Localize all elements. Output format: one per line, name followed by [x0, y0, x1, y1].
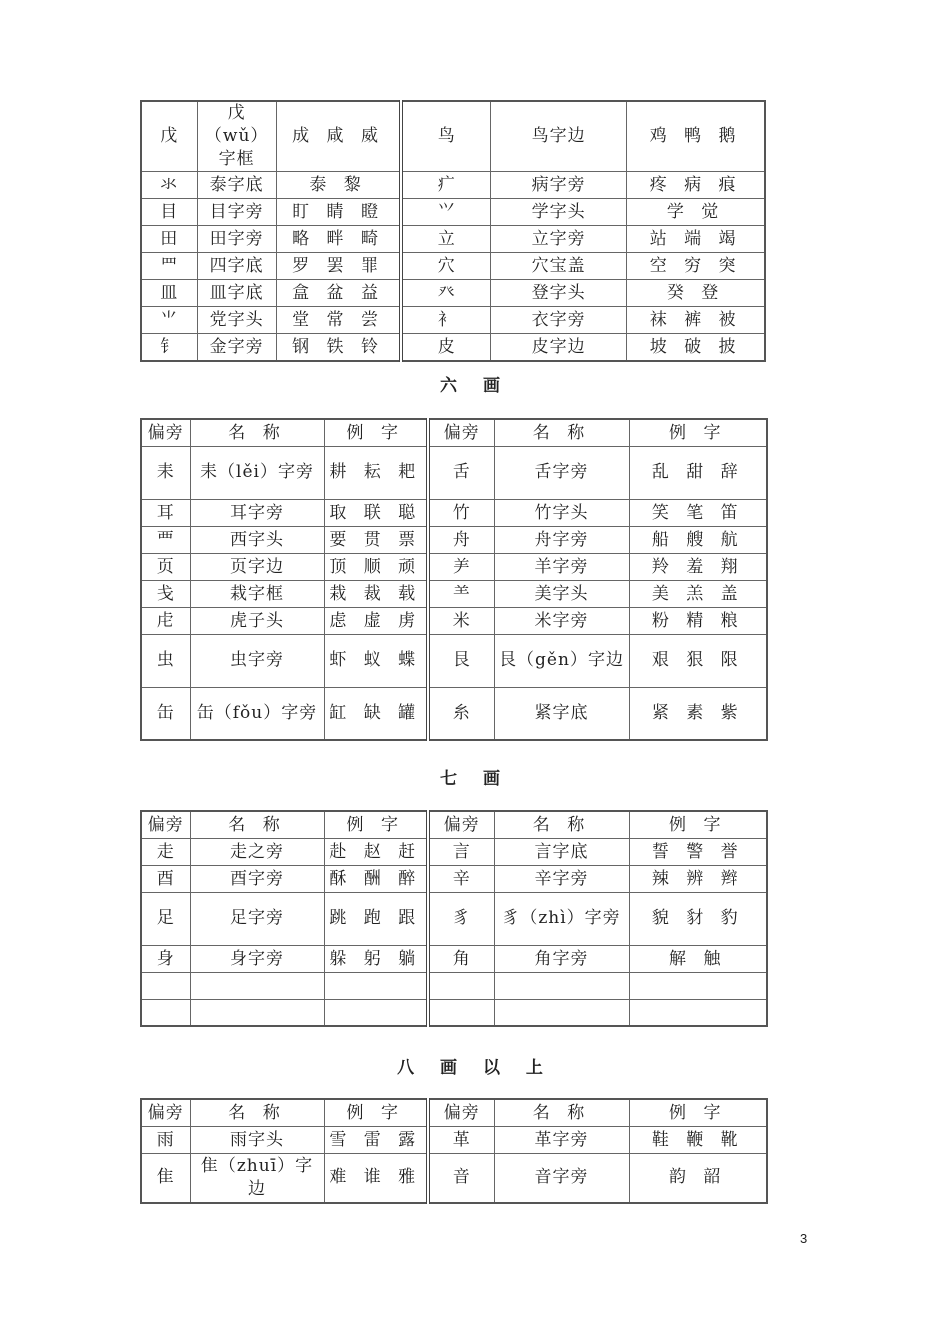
cell-radical-name: 皿字底 — [197, 280, 276, 307]
cell-example-chars: 要 贯 票 — [324, 526, 428, 553]
cell-radical: 覀 — [141, 526, 190, 553]
column-header: 名 称 — [494, 419, 629, 446]
table-row — [141, 1153, 767, 1203]
table-row — [141, 446, 767, 499]
cell-radical: 虍 — [141, 607, 190, 634]
cell-example-chars: 盒 盆 益 — [276, 280, 401, 307]
cell-radical — [141, 972, 190, 999]
cell-example-chars: 美 羔 盖 — [629, 580, 767, 607]
cell-radical: 米 — [428, 607, 494, 634]
cell-example-chars: 泰 黎 — [276, 172, 401, 199]
cell-radical: 耒 — [141, 446, 190, 499]
cell-example-chars: 躲 躬 躺 — [324, 945, 428, 972]
cell-radical-name: 革字旁 — [494, 1126, 629, 1153]
table-row — [141, 945, 767, 972]
cell-radical-name: 登字头 — [491, 280, 627, 307]
table-row — [141, 1126, 767, 1153]
page-number: 3 — [800, 1231, 808, 1246]
cell-radical: 目 — [141, 199, 197, 226]
cell-example-chars: 鸡 鸭 鹅 — [627, 101, 765, 172]
column-header: 名 称 — [190, 811, 324, 838]
table-row — [141, 634, 767, 687]
cell-radical-name: 衣字旁 — [491, 307, 627, 334]
column-header: 名 称 — [190, 419, 324, 446]
cell-example-chars: 虾 蚁 蝶 — [324, 634, 428, 687]
table-row — [141, 607, 767, 634]
cell-example-chars: 难 谁 雅 — [324, 1153, 428, 1203]
cell-radical — [428, 999, 494, 1026]
cell-radical-name — [190, 999, 324, 1026]
radical-table-seven-strokes — [140, 810, 768, 1027]
cell-radical: 竹 — [428, 499, 494, 526]
cell-radical-name: 鸟字边 — [491, 101, 627, 172]
cell-example-chars — [324, 999, 428, 1026]
cell-radical: ⺍ — [401, 199, 490, 226]
column-header: 例 字 — [629, 1099, 767, 1126]
table-row — [141, 199, 765, 226]
table-row — [141, 687, 767, 740]
cell-radical: 舌 — [428, 446, 494, 499]
table-row — [141, 280, 765, 307]
cell-radical-name: 言字底 — [494, 838, 629, 865]
cell-radical: 音 — [428, 1153, 494, 1203]
table-row — [141, 526, 767, 553]
cell-radical: 足 — [141, 892, 190, 945]
cell-radical: 疒 — [401, 172, 490, 199]
column-header: 名 称 — [494, 1099, 629, 1126]
cell-example-chars: 耕 耘 耙 — [324, 446, 428, 499]
cell-radical: ⺌ — [141, 307, 197, 334]
cell-radical-name: 美字头 — [494, 580, 629, 607]
radical-table-eight-plus-strokes — [140, 1098, 768, 1204]
column-header: 名 称 — [494, 811, 629, 838]
cell-radical: 罒 — [141, 253, 197, 280]
cell-radical-name: 页字边 — [190, 553, 324, 580]
cell-example-chars: 坡 破 披 — [627, 334, 765, 361]
cell-radical-name — [190, 972, 324, 999]
cell-example-chars: 栽 裁 载 — [324, 580, 428, 607]
cell-radical: 戋 — [141, 580, 190, 607]
header-row — [141, 419, 767, 446]
cell-radical: 缶 — [141, 687, 190, 740]
table-row — [141, 865, 767, 892]
column-header: 偏旁 — [141, 811, 190, 838]
cell-radical-name: 酉字旁 — [190, 865, 324, 892]
cell-example-chars: 羚 羞 翔 — [629, 553, 767, 580]
table-row — [141, 972, 767, 999]
cell-radical-name: 病字旁 — [491, 172, 627, 199]
cell-radical: ⺶ — [428, 553, 494, 580]
table-row — [141, 307, 765, 334]
radical-table-six-strokes — [140, 418, 768, 741]
cell-radical-name: 金字旁 — [197, 334, 276, 361]
cell-radical: 戊 — [141, 101, 197, 172]
cell-radical: 虫 — [141, 634, 190, 687]
cell-example-chars: 虑 虚 虏 — [324, 607, 428, 634]
cell-example-chars: 艰 狠 限 — [629, 634, 767, 687]
column-header: 偏旁 — [428, 1099, 494, 1126]
cell-example-chars — [324, 972, 428, 999]
table-row — [141, 101, 765, 172]
cell-example-chars: 韵 韶 — [629, 1153, 767, 1203]
cell-radical: 氺 — [141, 172, 197, 199]
cell-example-chars: 船 艘 航 — [629, 526, 767, 553]
section-heading-seven: 七 画 — [440, 769, 510, 789]
cell-radical-name: 辛字旁 — [494, 865, 629, 892]
cell-radical: 走 — [141, 838, 190, 865]
cell-radical: 钅 — [141, 334, 197, 361]
cell-radical — [428, 972, 494, 999]
cell-example-chars: 略 畔 畸 — [276, 226, 401, 253]
cell-radical-name: 足字旁 — [190, 892, 324, 945]
cell-radical-name: 泰字底 — [197, 172, 276, 199]
cell-radical-name: 米字旁 — [494, 607, 629, 634]
table-row — [141, 334, 765, 361]
cell-example-chars — [629, 972, 767, 999]
cell-radical-name: 隹（zhuī）字边 — [190, 1153, 324, 1203]
cell-radical: 舟 — [428, 526, 494, 553]
table-row — [141, 226, 765, 253]
column-header: 名 称 — [190, 1099, 324, 1126]
cell-radical: 鸟 — [401, 101, 490, 172]
cell-radical-name: 学字头 — [491, 199, 627, 226]
cell-radical-name: 田字旁 — [197, 226, 276, 253]
cell-radical: 糸 — [428, 687, 494, 740]
cell-radical-name: 艮（gěn）字边 — [494, 634, 629, 687]
cell-radical: 酉 — [141, 865, 190, 892]
cell-radical-name: 走之旁 — [190, 838, 324, 865]
cell-radical: 耳 — [141, 499, 190, 526]
cell-radical-name — [494, 972, 629, 999]
cell-example-chars: 乱 甜 辞 — [629, 446, 767, 499]
cell-example-chars: 罗 罢 罪 — [276, 253, 401, 280]
cell-radical-name: 戊（wǔ）字框 — [197, 101, 276, 172]
cell-radical: ⺷ — [428, 580, 494, 607]
cell-radical-name: 雨字头 — [190, 1126, 324, 1153]
section-heading-eight-plus: 八 画 以 上 — [397, 1058, 553, 1078]
header-row — [141, 1099, 767, 1126]
column-header: 例 字 — [629, 419, 767, 446]
column-header: 例 字 — [324, 811, 428, 838]
cell-radical-name: 目字旁 — [197, 199, 276, 226]
cell-example-chars: 解 触 — [629, 945, 767, 972]
cell-radical-name: 身字旁 — [190, 945, 324, 972]
cell-example-chars: 顶 顺 顽 — [324, 553, 428, 580]
table-row — [141, 172, 765, 199]
cell-radical-name: 虎子头 — [190, 607, 324, 634]
cell-example-chars: 站 端 竭 — [627, 226, 765, 253]
cell-example-chars: 紧 素 紫 — [629, 687, 767, 740]
cell-radical-name: 音字旁 — [494, 1153, 629, 1203]
cell-example-chars: 癸 登 — [627, 280, 765, 307]
table-row — [141, 499, 767, 526]
table-row — [141, 892, 767, 945]
cell-example-chars: 辣 辨 辫 — [629, 865, 767, 892]
cell-example-chars: 跳 跑 跟 — [324, 892, 428, 945]
table-row — [141, 580, 767, 607]
cell-radical: 言 — [428, 838, 494, 865]
cell-radical: 艮 — [428, 634, 494, 687]
cell-radical-name: 舟字旁 — [494, 526, 629, 553]
column-header: 偏旁 — [428, 811, 494, 838]
cell-example-chars: 取 联 聪 — [324, 499, 428, 526]
cell-example-chars: 雪 雷 露 — [324, 1126, 428, 1153]
cell-radical: 穴 — [401, 253, 490, 280]
cell-radical: 豸 — [428, 892, 494, 945]
cell-radical: 癶 — [401, 280, 490, 307]
section-heading-six: 六 画 — [440, 376, 510, 396]
radical-table-top — [140, 100, 766, 362]
cell-example-chars: 盯 睛 瞪 — [276, 199, 401, 226]
table-row — [141, 999, 767, 1026]
cell-radical: 皮 — [401, 334, 490, 361]
cell-radical-name: 立字旁 — [491, 226, 627, 253]
cell-radical: 雨 — [141, 1126, 190, 1153]
column-header: 偏旁 — [141, 419, 190, 446]
header-row — [141, 811, 767, 838]
cell-example-chars: 堂 常 尝 — [276, 307, 401, 334]
cell-radical-name: 西字头 — [190, 526, 324, 553]
column-header: 例 字 — [324, 419, 428, 446]
cell-example-chars: 袜 裤 被 — [627, 307, 765, 334]
cell-radical-name: 竹字头 — [494, 499, 629, 526]
column-header: 偏旁 — [141, 1099, 190, 1126]
cell-radical-name: 缶（fǒu）字旁 — [190, 687, 324, 740]
cell-radical-name: 耒（lěi）字旁 — [190, 446, 324, 499]
cell-radical-name: 豸（zhì）字旁 — [494, 892, 629, 945]
table-row — [141, 253, 765, 280]
cell-example-chars: 貌 豺 豹 — [629, 892, 767, 945]
cell-radical-name: 虫字旁 — [190, 634, 324, 687]
cell-radical-name: 四字底 — [197, 253, 276, 280]
cell-radical-name: 穴宝盖 — [491, 253, 627, 280]
cell-example-chars: 缸 缺 罐 — [324, 687, 428, 740]
cell-example-chars: 誓 警 誉 — [629, 838, 767, 865]
table-row — [141, 838, 767, 865]
cell-example-chars: 鞋 鞭 靴 — [629, 1126, 767, 1153]
cell-radical-name: 皮字边 — [491, 334, 627, 361]
column-header: 例 字 — [629, 811, 767, 838]
cell-example-chars: 粉 精 粮 — [629, 607, 767, 634]
cell-example-chars: 疼 病 痕 — [627, 172, 765, 199]
cell-example-chars: 钢 铁 铃 — [276, 334, 401, 361]
cell-radical: 皿 — [141, 280, 197, 307]
cell-radical: 革 — [428, 1126, 494, 1153]
cell-radical-name: 舌字旁 — [494, 446, 629, 499]
cell-radical-name: 党字头 — [197, 307, 276, 334]
cell-radical-name — [494, 999, 629, 1026]
cell-radical-name: 羊字旁 — [494, 553, 629, 580]
cell-radical: 页 — [141, 553, 190, 580]
cell-example-chars: 空 穷 突 — [627, 253, 765, 280]
cell-example-chars: 学 觉 — [627, 199, 765, 226]
column-header: 例 字 — [324, 1099, 428, 1126]
cell-radical: 田 — [141, 226, 197, 253]
cell-example-chars: 成 咸 威 — [276, 101, 401, 172]
cell-radical-name: 耳字旁 — [190, 499, 324, 526]
cell-radical-name: 栽字框 — [190, 580, 324, 607]
column-header: 偏旁 — [428, 419, 494, 446]
cell-radical: 衤 — [401, 307, 490, 334]
cell-radical-name: 角字旁 — [494, 945, 629, 972]
cell-radical: 立 — [401, 226, 490, 253]
cell-radical: 辛 — [428, 865, 494, 892]
cell-radical: 身 — [141, 945, 190, 972]
cell-radical: 隹 — [141, 1153, 190, 1203]
cell-example-chars: 酥 酬 醉 — [324, 865, 428, 892]
cell-radical-name: 紧字底 — [494, 687, 629, 740]
cell-example-chars: 笑 笔 笛 — [629, 499, 767, 526]
cell-example-chars — [629, 999, 767, 1026]
cell-radical: 角 — [428, 945, 494, 972]
cell-radical — [141, 999, 190, 1026]
table-row — [141, 553, 767, 580]
cell-example-chars: 赴 赵 赶 — [324, 838, 428, 865]
